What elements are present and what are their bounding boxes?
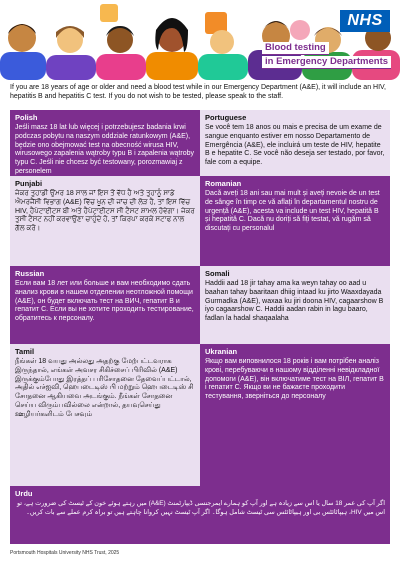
section-heading: Tamil [15,347,35,356]
section-text: Dacă aveți 18 ani sau mai mult și aveți nevoie de un test de sânge în timp ce vă aflați în departamentul nostru de urgență (A&E), acesta va include un test HIV, hepatită B și hepatită C. Dacă nu doriți să fiți testat, vă rugăm să discutați cu personalul [205,190,380,233]
section-heading: Polish [15,113,38,122]
intro-text: If you are 18 years of age or older and need a blood test while in our Emergency Department (A&E), it will include an HIV, hepatitis B and hepatitis C test. If you do not wish to be tested, please speak to the staff. [10,84,387,100]
section-heading: Punjabi [15,179,43,188]
translation-row [10,344,390,486]
section-heading: Romanian [205,179,242,188]
section-heading: Ukranian [205,347,238,356]
section-heading: Russian [15,269,45,278]
section-somali [200,266,390,344]
section-ukranian [200,344,390,486]
section-tamil [10,344,200,486]
nhs-logo: NHS [340,10,390,32]
title-line-2: in Emergency Departments [262,56,391,69]
translation-row [10,486,390,544]
section-text: Se você tem 18 anos ou mais e precisa de um exame de sangue enquanto estiver em nosso Departamento de Emergência (A&E), ele incluirá um teste de HIV, hepatite B e hepatite C. Se você não deseja ser testado, por favor, fale com a equipe. [205,124,385,167]
section-text: Haddii aad 18 jir tahay ama ka weyn tahay oo aad u baahan tahay baaritaan dhiig intaad ku jirto Waaxdayada Gurmadka (A&E), waxaa ku jiri doona HIV, cagaarshow B iyo cagaarshow C. Haddii aadan rabin in lagu baaro, fadlan la hadal shaqaalaha [205,280,384,323]
section-text: நீங்கள் 18 வயது அல்லது அதற்கு மேற்பட்டவராக இருந்தால், எங்கள் அவசர சிகிச்சைப் பிரிவில் (A&E) இருக்கும்போது இரத்தப் பரிசோதனை தேவைப்பட்டால், அதில் எச்ஐவி, ஹெபடைடிஸ் பி மற்றும் ஹெபடைடிஸ் சி சோதனை ஆகியவை அடங்கும். நீங்கள் சோதனை செய்ய விரும்பவில்லை என்றால், தயவுசெய்து ஊழியர்களிடம் பேசவும் [15,358,194,418]
translation-row [10,176,390,266]
title-line-1: Blood testing [262,42,329,55]
section-portuguese [200,110,390,176]
section-heading: Urdu [15,489,33,498]
section-text: Если вам 18 лет или больше и вам необходимо сдать анализ крови в нашем отделении неотложной помощи (A&E), он будет включать тест на ВИЧ, гепатит B и гепатит C. Если вы не хотите проходить тестирование, обратитесь к персоналу. [15,280,194,323]
section-polish [10,110,200,176]
section-russian [10,266,200,344]
translations-grid [10,110,390,544]
leaflet-title [262,42,391,70]
section-text: Jeśli masz 18 lat lub więcej i potrzebujesz badania krwi podczas pobytu na naszym oddziale ratunkowym (A&E), będzie ono obejmować test na obecność wirusa HIV, wirusowego zapalenia wątroby typu B i zapalenia wątroby typu C. Jeśli nie chcesz być testowany, porozmawiaj z personelem [15,124,194,175]
section-text: اگر آپ کی عمر 18 سال یا اس سے زیادہ ہے اور آپ کو ہمارے ایمرجنسی ڈیپارٹمنٹ (A&E) میں رہتے ہوئے خون کے ٹیسٹ کی ضرورت ہے، تو اس میں HIV، ہیپاٹائٹس بی اور ہیپاٹائٹس سی ٹیسٹ شامل ہوگا۔ اگر آپ ٹیسٹ نہیں کروانا چاہتے ہیں تو براہ کرم عملے سے بات کریں۔ [17,500,385,516]
header-illustration [0,0,400,80]
section-urdu [10,486,390,544]
section-punjabi [10,176,200,266]
section-heading: Somali [205,269,230,278]
section-text: ਜੇਕਰ ਤੁਹਾਡੀ ਉਮਰ 18 ਸਾਲ ਜਾਂ ਇਸ ਤੋਂ ਵੱਧ ਹੈ ਅਤੇ ਤੁਹਾਨੂੰ ਸਾਡੇ ਐਮਰਜੈਂਸੀ ਵਿਭਾਗ (A&E) ਵਿੱਚ ਖੂਨ ਦੀ ਜਾਂਚ ਦੀ ਲੋੜ ਹੈ, ਤਾਂ ਇਸ ਵਿੱਚ HIV, ਹੈਪੇਟਾਈਟਸ ਬੀ ਅਤੇ ਹੈਪੇਟਾਈਟਸ ਸੀ ਟੈਸਟ ਸ਼ਾਮਲ ਹੋਵੇਗਾ। ਜੇਕਰ ਤੁਸੀਂ ਟੈਸਟ ਨਹੀਂ ਕਰਵਾਉਣਾ ਚਾਹੁੰਦੇ ਹੋ, ਤਾਂ ਕਿਰਪਾ ਕਰਕੇ ਸਟਾਫ ਨਾਲ ਗੱਲ ਕਰੋ। [15,190,195,233]
translation-row [10,266,390,344]
footer-credit: Portsmouth Hospitals University NHS Trust, 2025 [10,550,120,556]
section-romanian [200,176,390,266]
section-heading: Portuguese [205,113,247,122]
section-text: Якщо вам виповнилося 18 років і вам потрібен аналіз крові, перебуваючи в нашому відділенні невідкладної допомоги (A&E), він включатиме тест на ВІЛ, гепатит B і гепатит C. Якщо ви не бажаєте проходити тестування, зверніться до персоналу [205,358,384,401]
translation-row [10,110,390,176]
